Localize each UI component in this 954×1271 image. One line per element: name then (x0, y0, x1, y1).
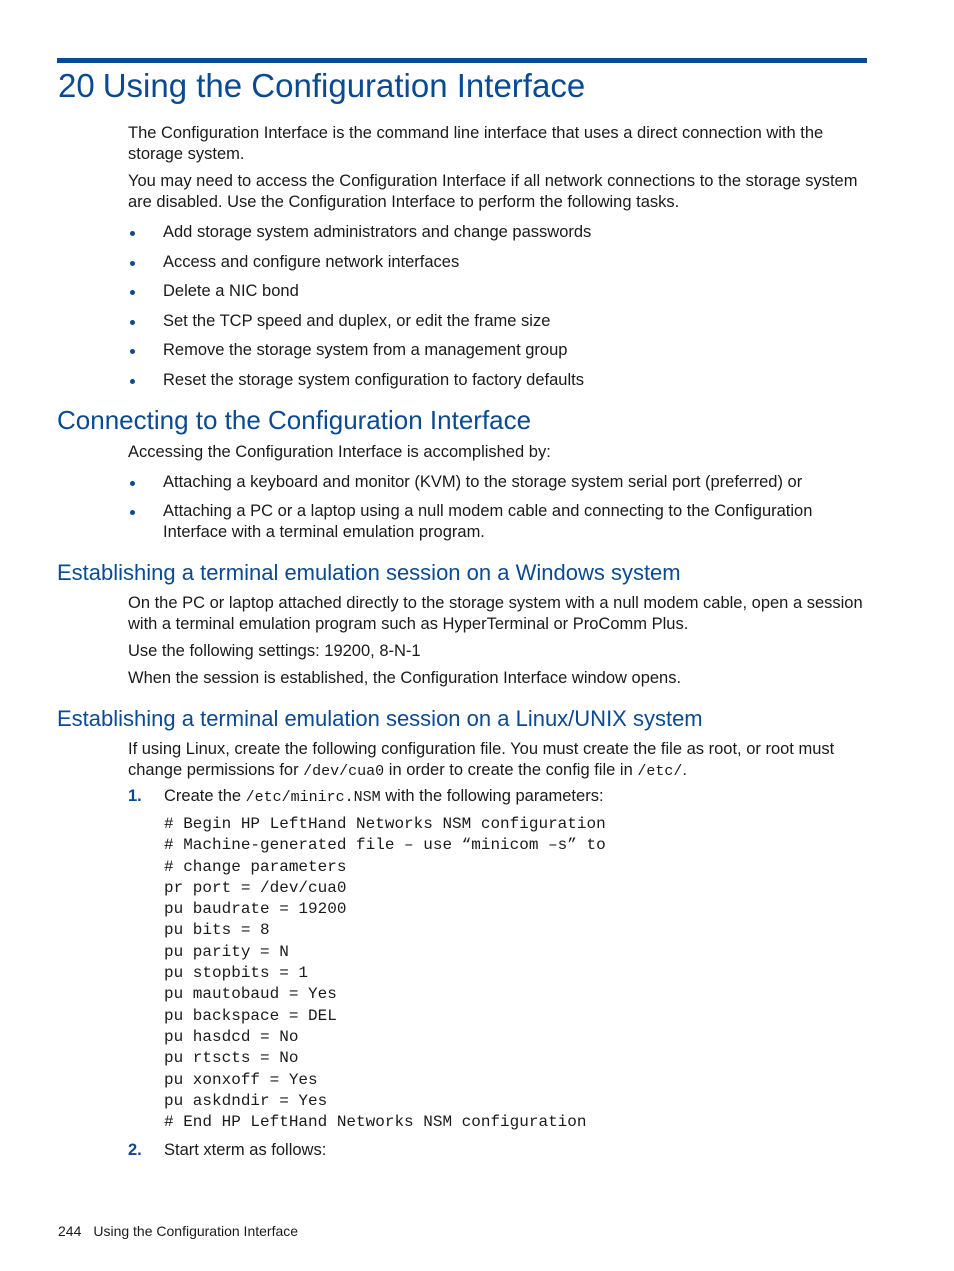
chapter-rule (57, 58, 867, 63)
list-item: Reset the storage system configuration to factory defaults (128, 370, 870, 391)
intro-paragraph-1: The Configuration Interface is the command line interface that uses a direct connection with the storage system. (128, 124, 824, 163)
page-footer (58, 1222, 298, 1240)
windows-paragraph-1: On the PC or laptop attached directly to the storage system with a null modem cable, open a session with a terminal emulation program such as HyperTerminal or ProComm Plus. (128, 594, 863, 633)
list-item: Remove the storage system from a management group (128, 340, 870, 361)
chapter-number: 20 (58, 67, 95, 104)
list-item: Add storage system administrators and change passwords (128, 222, 870, 243)
inline-code-etc: /etc/ (637, 763, 683, 780)
section-heading-windows: Establishing a terminal emulation session on a Windows system (57, 560, 681, 585)
bullet-icon (130, 510, 135, 515)
bullet-icon (130, 290, 135, 295)
windows-paragraph-3: When the session is established, the Configuration Interface window opens. (128, 669, 682, 687)
connecting-list (128, 472, 870, 543)
inline-code-minirc: /etc/minirc.NSM (245, 789, 381, 806)
inline-code-dev-cua0: /dev/cua0 (303, 763, 385, 780)
step-text: Create the /etc/minirc.NSM with the following parameters: (164, 787, 604, 806)
step-number: 2. (128, 1141, 142, 1159)
bullet-icon (130, 320, 135, 325)
bullet-icon (130, 349, 135, 354)
linux-paragraph: If using Linux, create the following configuration file. You must create the file as root, or root must change permissions for /dev/cua0 in order to create the config file in /etc/. (128, 740, 835, 780)
chapter-title (58, 64, 585, 108)
list-item: Delete a NIC bond (128, 281, 870, 302)
bullet-icon (130, 481, 135, 486)
list-item: Attaching a PC or a laptop using a null modem cable and connecting to the Configuration Interface with a terminal emulation program. (128, 501, 870, 543)
section-heading-linux: Establishing a terminal emulation session on a Linux/UNIX system (57, 706, 703, 731)
list-item: Access and configure network interfaces (128, 252, 870, 273)
footer-title: Using the Configuration Interface (93, 1223, 299, 1239)
intro-paragraph-2: You may need to access the Configuration Interface if all network connections to the storage system are disabled. Use the Configuration Interface to perform the following tasks. (128, 172, 858, 211)
code-block: # Begin HP LeftHand Networks NSM configuration # Machine-generated file – use “minicom –s” to # change parameters pr port = /dev/cua0 pu baudrate = 19200 pu bits = 8 pu parity = N pu stopbits = 1 pu mautobaud = Yes pu backspace = DEL pu hasdcd = No pu rtscts = No pu xonxoff = Yes pu askdndir = Yes # End HP LeftHand Networks NSM configuration (164, 815, 606, 1132)
list-item: Attaching a keyboard and monitor (KVM) to the storage system serial port (preferred) or (128, 472, 870, 493)
bullet-icon (130, 379, 135, 384)
windows-paragraph-2: Use the following settings: 19200, 8-N-1 (128, 642, 421, 660)
bullet-icon (130, 261, 135, 266)
section-heading-connecting: Connecting to the Configuration Interface (57, 405, 532, 435)
step-text: Start xterm as follows: (164, 1141, 327, 1159)
page-number: 244 (58, 1223, 82, 1239)
list-item: Set the TCP speed and duplex, or edit the frame size (128, 311, 870, 332)
task-list (128, 222, 870, 391)
bullet-icon (130, 231, 135, 236)
chapter-title-text: Using the Configuration Interface (102, 67, 586, 104)
connecting-paragraph: Accessing the Configuration Interface is accomplished by: (128, 443, 551, 461)
step-number: 1. (128, 787, 142, 805)
